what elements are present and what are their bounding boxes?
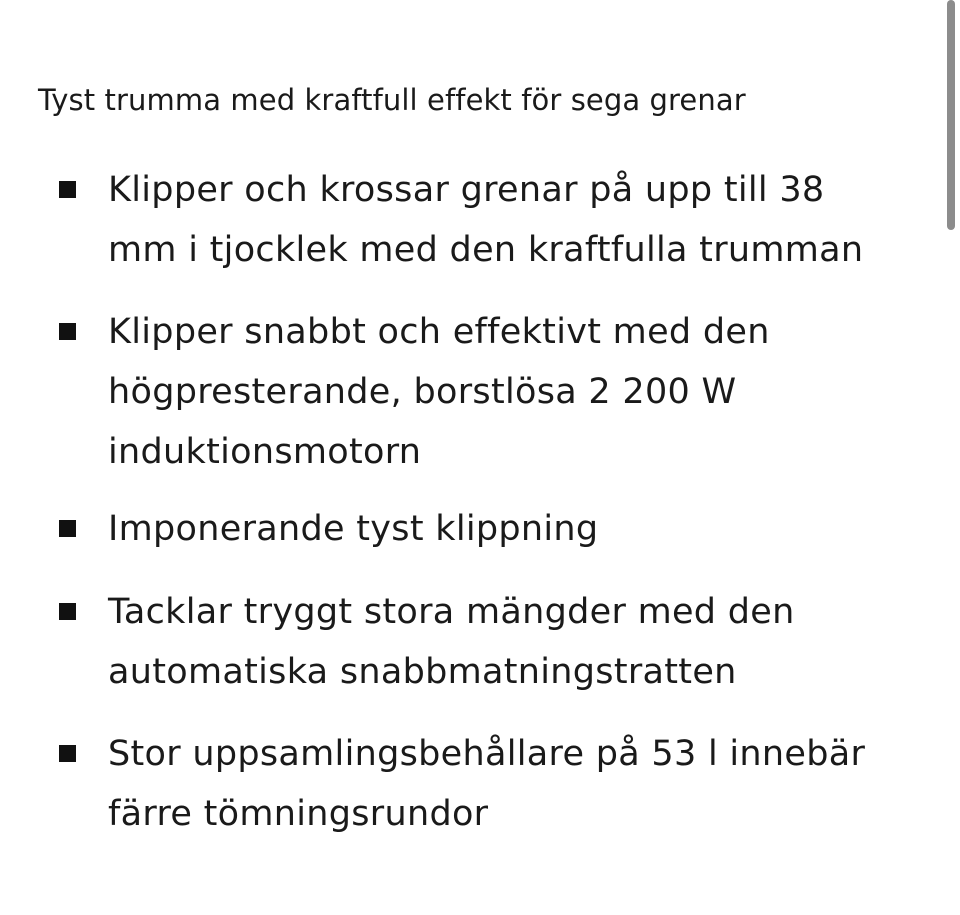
square-bullet-icon	[59, 323, 76, 340]
feature-text: Klipper snabbt och effektivt med den högpresterande, borstlösa 2 200 W induktionsmotorn	[108, 312, 770, 472]
feature-text: Tacklar tryggt stora mängder med den automatiska snabbmatningstratten	[108, 592, 795, 692]
feature-text: Stor uppsamlingsbehållare på 53 l innebär färre tömningsrundor	[108, 734, 866, 834]
feature-subtitle: Tyst trumma med kraftfull effekt för sega grenar	[38, 83, 746, 117]
square-bullet-icon	[59, 520, 76, 537]
square-bullet-icon	[59, 603, 76, 620]
feature-text: Imponerande tyst klippning	[108, 509, 599, 549]
feature-text: Klipper och krossar grenar på upp till 38 mm i tjocklek med den kraftfulla trumman	[108, 170, 864, 270]
vertical-scrollbar[interactable]	[945, 0, 960, 915]
square-bullet-icon	[59, 181, 76, 198]
square-bullet-icon	[59, 745, 76, 762]
scrollbar-thumb[interactable]	[947, 0, 955, 230]
